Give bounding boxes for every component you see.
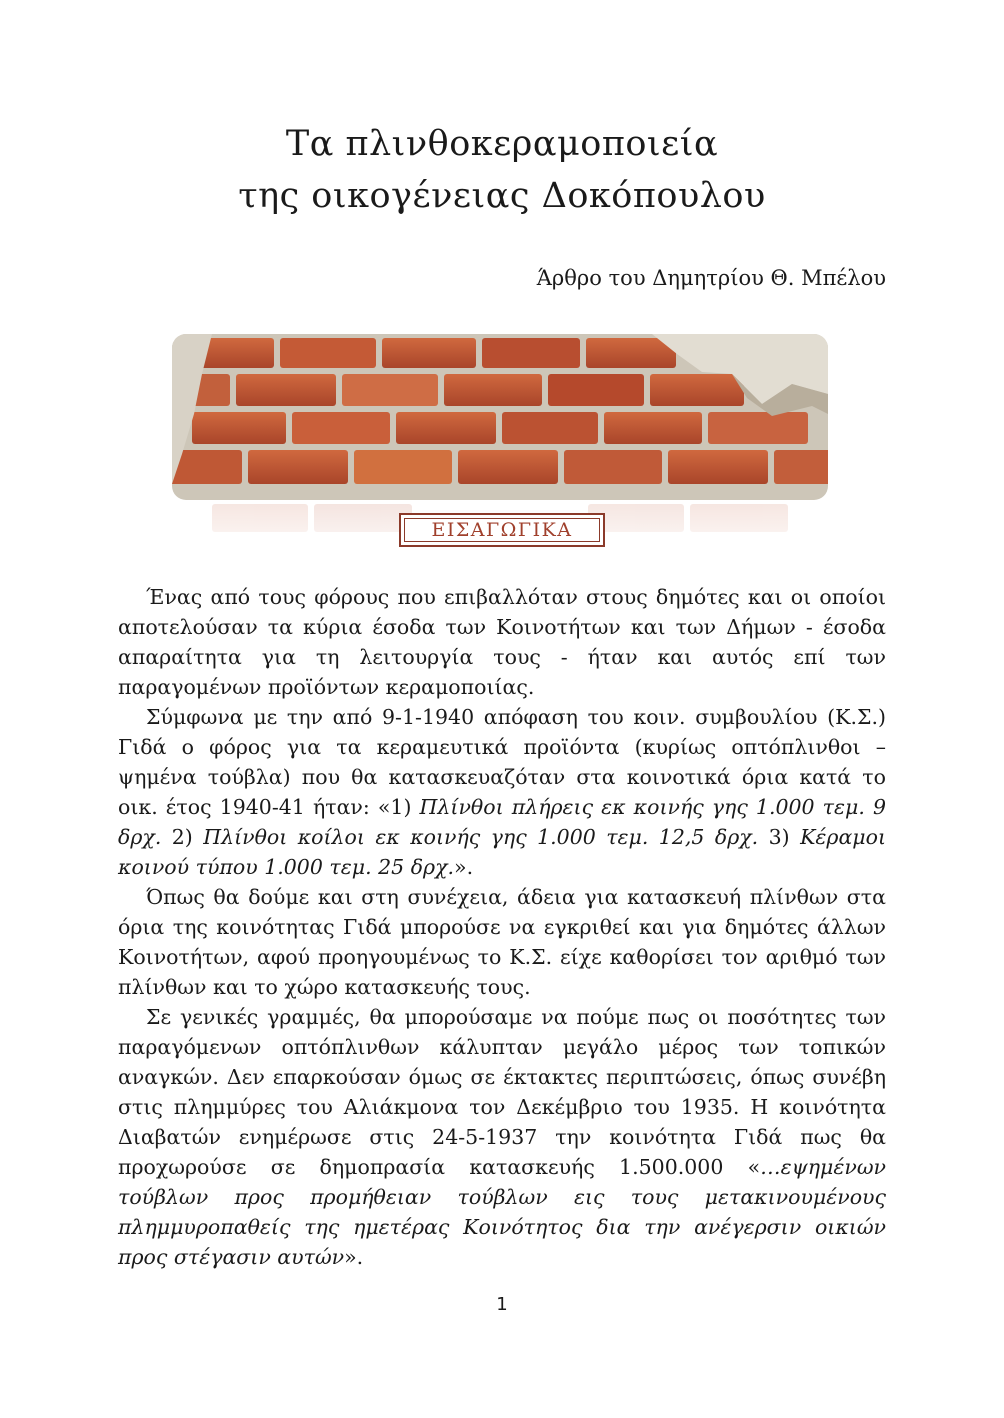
paragraph-1: Ένας από τους φόρους που επιβαλλόταν στους δημότες και οι οποίοι αποτελούσαν τα κύρια έσοδα των Κοινοτήτων και των Δήμων - έσοδα απαραίτητα για τη λειτουργία τους - ήταν και αυτός επί των παραγομένων προϊόντων κεραμοποιίας.	[118, 585, 886, 699]
title-line-2: της οικογένειας Δοκόπουλου	[238, 176, 766, 216]
tax-item-2: Πλίνθοι κοίλοι εκ κοινής γης 1.000 τεμ. 12,5 δρχ.	[203, 825, 759, 849]
paragraph-2-sep-2: 3)	[758, 825, 801, 849]
section-label	[399, 513, 605, 547]
author-byline: Άρθρο του Δημητρίου Θ. Μπέλου	[536, 266, 886, 290]
tax-item-3: Κέραμοι κοινού τύπου 1.000 τεμ. 25 δρχ.	[118, 825, 886, 879]
paragraph-2-tail: ».	[454, 855, 474, 879]
page-title	[0, 118, 1004, 222]
paragraph-3: Όπως θα δούμε και στη συνέχεια, άδεια για κατασκευή πλίνθων στα όρια της κοινότητας Γιδά μπορούσε να εγκριθεί και για δημότες άλλων Κοινοτήτων, αφού προηγουμένως το Κ.Σ. είχε καθορίσει τον αριθμό των πλίνθων και το χώρο κατασκευής τους.	[118, 885, 886, 999]
paragraph-4-quote: …εψημένων τούβλων προς προμήθειαν τούβλων εις τους μετακινουμένους πλημμυροπαθείς της ημετέρας Κοινότητος δια την ανέγερσιν οικιών προς στέγασιν αυτών	[118, 1155, 886, 1269]
paragraph-2	[118, 702, 886, 882]
title-line-1: Τα πλινθοκεραμοποιεία	[285, 124, 719, 164]
section-label-text: ΕΙΣΑΓΩΓΙΚΑ	[404, 518, 600, 542]
page-number: 1	[496, 1294, 508, 1315]
paragraph-4-lead: Σε γενικές γραμμές, θα μπορούσαμε να πούμε πως οι ποσότητες των παραγόμενων οπτόπλινθων κάλυπταν μεγάλο μέρος των τοπικών αναγκών. Δεν επαρκούσαν όμως σε έκτακτες περιπτώσεις, όπως συνέβη στις πλημμύρες του Αλιάκμονα τον Δεκέμβριο του 1935. Η κοινότητα Διαβατών ενημέρωσε στις 24-5-1937 την κοινότητα Γιδά πως θα προχωρούσε σε δημοπρασία κατασκευής 1.500.000 «	[118, 1005, 886, 1179]
paragraph-2-sep-1: 2)	[161, 825, 204, 849]
paragraph-2-lead: Σύμφωνα με την από 9-1-1940 απόφαση του κοιν. συμβουλίου (Κ.Σ.) Γιδά ο φόρος για τα κεραμευτικά προϊόντα (κυρίως οπτόπλινθοι – ψημένα τούβλα) που θα κατασκευαζόταν στα κοινοτικά όρια κατά το οικ. έτος 1940-41 ήταν: «1)	[118, 705, 886, 819]
paragraph-4	[118, 1002, 886, 1272]
paragraph-4-tail: ».	[344, 1245, 364, 1269]
tax-item-1: Πλίνθοι πλήρεις εκ κοινής γης 1.000 τεμ. 9 δρχ.	[118, 795, 886, 849]
article-body	[118, 582, 886, 1272]
